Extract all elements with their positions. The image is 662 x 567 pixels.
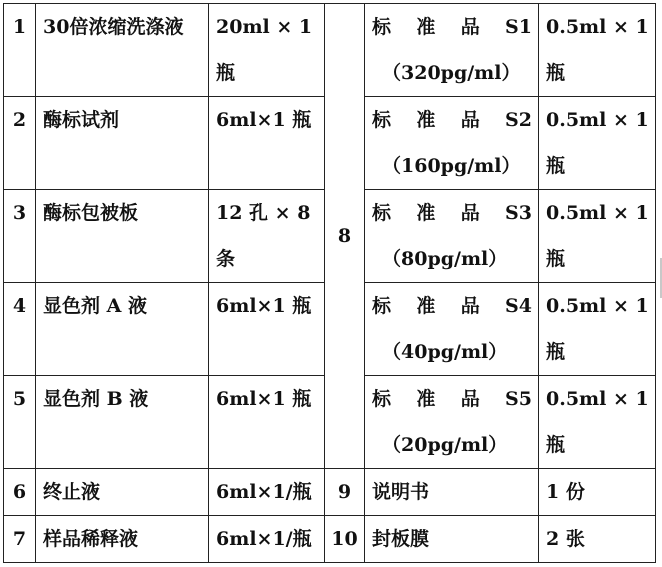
group-number: 8 [325,4,365,469]
standard-quantity: 0.5ml × 1 瓶 [539,97,656,190]
component-quantity: 20ml × 1 瓶 [209,4,325,97]
row-number: 6 [4,469,36,516]
component-name: 显色剂 B 液 [36,376,209,469]
row-number: 5 [4,376,36,469]
standard-concentration: （80pg/ml） [382,248,508,270]
standard-quantity: 0.5ml × 1 瓶 [539,190,656,283]
component-name: 封板膜 [365,516,539,563]
standard-quantity: 0.5ml × 1 瓶 [539,283,656,376]
table-row [4,4,656,97]
row-number: 10 [325,516,365,563]
row-number: 4 [4,283,36,376]
kit-components-table [3,3,656,563]
standard-concentration: （40pg/ml） [382,341,508,363]
standard-name: 标 准 品 S4 （40pg/ml） [365,283,539,376]
standard-concentration: （320pg/ml） [382,62,521,84]
component-quantity: 2 张 [539,516,656,563]
row-number: 2 [4,97,36,190]
component-quantity: 6ml×1 瓶 [209,376,325,469]
component-quantity: 12 孔 × 8 条 [209,190,325,283]
table-row [4,516,656,563]
standard-quantity: 0.5ml × 1 瓶 [539,376,656,469]
standard-concentration: （20pg/ml） [382,434,508,456]
component-quantity: 6ml×1/瓶 [209,469,325,516]
table-row [4,469,656,516]
component-name: 30倍浓缩洗涤液 [36,4,209,97]
component-quantity: 1 份 [539,469,656,516]
row-number: 3 [4,190,36,283]
component-name: 显色剂 A 液 [36,283,209,376]
standard-concentration: （160pg/ml） [382,155,521,177]
row-number: 1 [4,4,36,97]
standard-name: 标 准 品 S3 （80pg/ml） [365,190,539,283]
component-quantity: 6ml×1 瓶 [209,283,325,376]
component-name: 终止液 [36,469,209,516]
component-name: 酶标包被板 [36,190,209,283]
row-number: 7 [4,516,36,563]
standard-quantity: 0.5ml × 1 瓶 [539,4,656,97]
component-name: 说明书 [365,469,539,516]
standard-name: 标 准 品 S1 （320pg/ml） [365,4,539,97]
row-number: 9 [325,469,365,516]
standard-name: 标 准 品 S2 （160pg/ml） [365,97,539,190]
standard-name: 标 准 品 S5 （20pg/ml） [365,376,539,469]
component-name: 样品稀释液 [36,516,209,563]
component-name: 酶标试剂 [36,97,209,190]
component-quantity: 6ml×1/瓶 [209,516,325,563]
component-quantity: 6ml×1 瓶 [209,97,325,190]
